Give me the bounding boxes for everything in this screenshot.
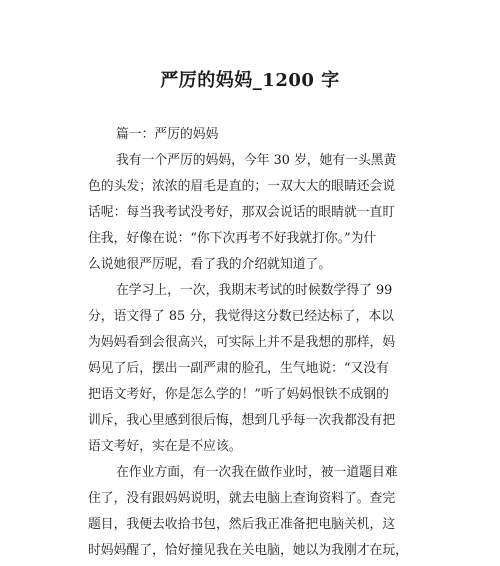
text-line: 题目，我便去收拾书包，然后我正准备把电脑关机，这: [88, 517, 396, 532]
text-line: 色的头发；浓浓的眉毛是直的；一双大大的眼睛还会说: [88, 179, 396, 194]
text-line: 把语文考好，你是怎么学的！”听了妈妈恨铁不成钢的: [88, 387, 389, 402]
text-line: 为妈妈看到会很高兴，可实际上并不是我想的那样，妈: [88, 335, 396, 350]
document-title: 严厉的妈妈_1200 字: [160, 70, 340, 91]
text-line: 在学习上，一次，我期末考试的时候数学得了 99: [116, 283, 393, 298]
text-line: 住了，没有跟妈妈说明，就去电脑上查询资料了。查完: [88, 491, 396, 506]
text-line: 语文考好，实在是不应该。: [88, 439, 242, 454]
text-line: 住我，好像在说：“你下次再考不好我就打你。”为什: [88, 231, 377, 246]
text-line: 在作业方面，有一次我在做作业时，被一道题目难: [116, 465, 398, 480]
text-line: 训斥，我心里感到很后悔，想到几乎每一次我都没有把: [88, 413, 396, 428]
document-body: [88, 122, 418, 564]
text-line: 分，语文得了 85 分，我觉得这分数已经达标了，本以: [88, 309, 394, 324]
text-line: 我有一个严厉的妈妈，今年 30 岁，她有一头黑黄: [116, 153, 397, 168]
text-line: 篇一：严厉的妈妈: [116, 127, 219, 142]
text-line: 时妈妈醒了，恰好撞见我在关电脑，她以为我刚才在玩，: [88, 543, 408, 558]
text-line: 话呢：每当我考试没考好，那双会说话的眼睛就一直盯: [88, 205, 396, 220]
text-line: 么说她很严厉呢，看了我的介绍就知道了。: [88, 257, 332, 272]
text-line: 妈见了后，摆出一副严肃的脸孔，生气地说：“又没有: [88, 361, 389, 376]
